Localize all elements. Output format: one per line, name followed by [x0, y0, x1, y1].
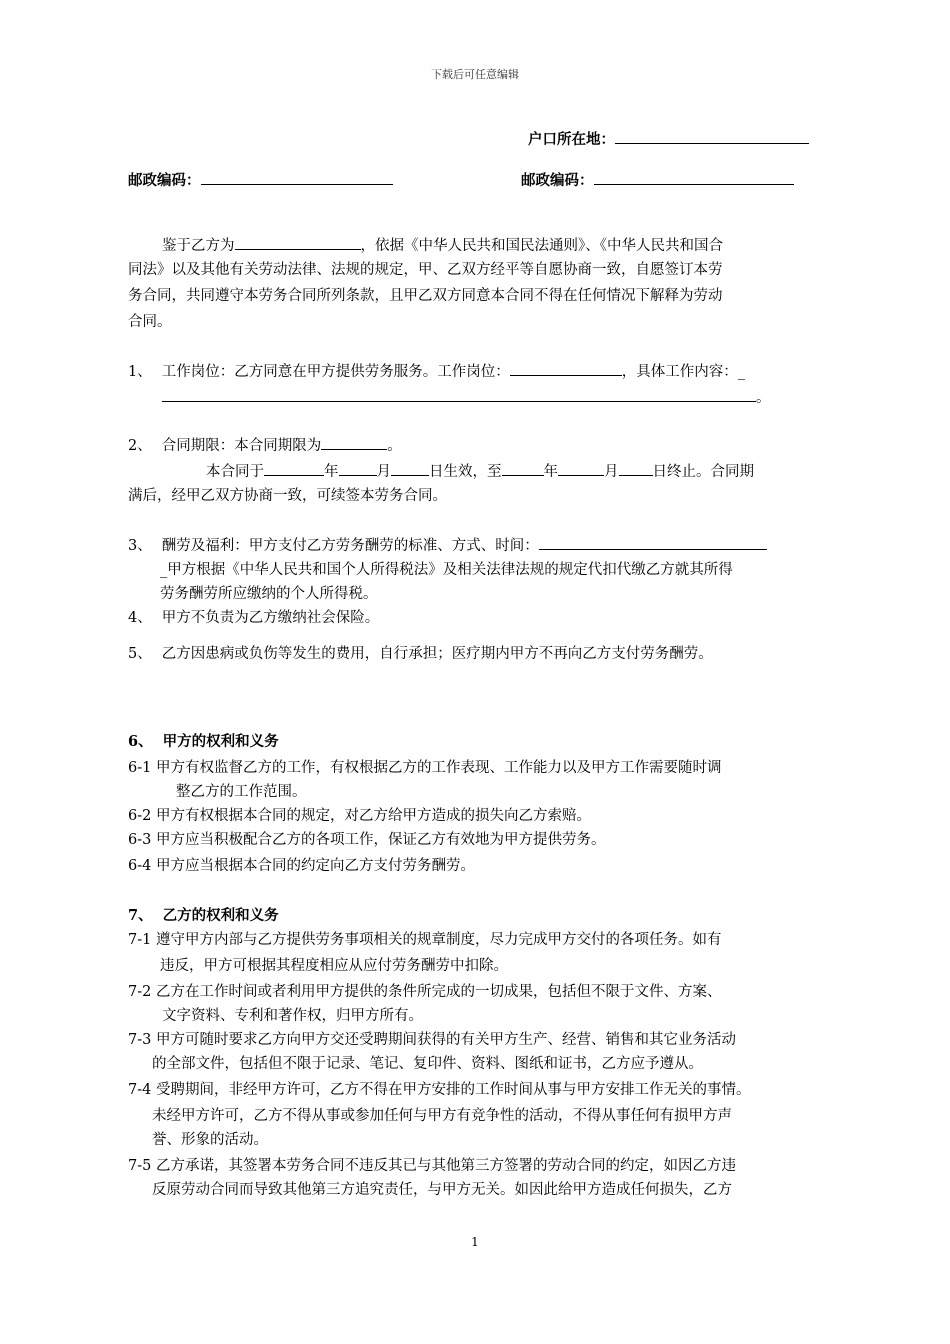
postal-code-right-blank	[594, 169, 794, 185]
section-6-line: 6-2 甲方有权根据本合同的规定，对乙方给甲方造成的损失向乙方索赔。	[128, 808, 591, 824]
job-content-blank	[162, 386, 756, 402]
section-7-line: 未经甲方许可，乙方不得从事或参加任何与甲方有竞争性的活动，不得从事任何有损甲方声	[152, 1108, 732, 1124]
section-7-line: 7-4 受聘期间，非经甲方许可，乙方不得在甲方安排的工作时间从事与甲方安排工作无关的事情。	[128, 1082, 751, 1098]
clause-2-line-2	[206, 460, 906, 482]
section-7-heading	[128, 906, 828, 926]
section-7-line: 誉、形象的活动。	[152, 1132, 268, 1148]
hukou-field	[528, 128, 828, 150]
clause-2-line-3: 满后，经甲乙双方协商一致，可续签本劳务合同。	[128, 488, 447, 504]
clause-text: 日终止。合同期	[652, 464, 754, 480]
end-year-blank	[502, 460, 544, 476]
payment-terms-blank	[539, 534, 767, 550]
preamble-line-1	[162, 234, 862, 256]
section-7-line: 7-2 乙方在工作时间或者利用甲方提供的条件所完成的一切成果，包括但不限于文件、方案、	[128, 984, 722, 1000]
clause-text: 月	[376, 464, 391, 480]
postal-code-left-field	[128, 169, 428, 191]
clause-text: 日生效，至	[429, 464, 502, 480]
clause-5	[128, 644, 828, 664]
party-b-blank	[235, 234, 361, 250]
hukou-label: 户口所在地：	[528, 131, 615, 148]
section-7-line: 反原劳动合同而导致其他第三方追究责任，与甲方无关。如因此给甲方造成任何损失，乙方	[152, 1182, 732, 1198]
postal-code-left-blank	[201, 169, 393, 185]
section-6-heading	[128, 732, 828, 752]
section-6-line: 6-3 甲方应当积极配合乙方的各项工作，保证乙方有效地为甲方提供劳务。	[128, 832, 606, 848]
hukou-blank	[615, 128, 809, 144]
end-day-blank	[619, 460, 653, 476]
contract-term-blank	[321, 434, 387, 450]
clause-number: 4、	[128, 610, 152, 626]
postal-code-left-label: 邮政编码：	[128, 172, 201, 189]
clause-text: 合同期限：本合同期限为	[161, 438, 322, 454]
clause-text: 年	[543, 464, 558, 480]
clause-1-line-1	[128, 360, 828, 382]
preamble-line-3: 务合同，共同遵守本劳务合同所列条款，且甲乙双方同意本合同不得在任何情况下解释为劳动	[128, 288, 723, 304]
clause-text: 月	[604, 464, 619, 480]
clause-text: 年	[324, 464, 339, 480]
clause-text: 酬劳及福利：甲方支付乙方劳务酬劳的标准、方式、时间：	[161, 538, 539, 554]
start-month-blank	[339, 460, 377, 476]
clause-2-line-1	[128, 434, 828, 456]
clause-3-line-2: _甲方根据《中华人民共和国个人所得税法》及相关法律法规的规定代扣代缴乙方就其所得	[160, 562, 733, 578]
preamble-text: ，依据《中华人民共和国民法通则》、《中华人民共和国合	[360, 238, 723, 254]
section-6-line: 整乙方的工作范围。	[176, 784, 307, 800]
start-day-blank	[391, 460, 429, 476]
section-6-line: 6-1 甲方有权监督乙方的工作，有权根据乙方的工作表现、工作能力以及甲方工作需要随时调	[128, 760, 722, 776]
clause-text: 。	[756, 390, 771, 406]
start-year-blank	[264, 460, 324, 476]
preamble-text: 鉴于乙方为	[162, 238, 235, 254]
clause-number: 3、	[128, 538, 152, 554]
section-number: 6、	[128, 733, 153, 750]
job-position-blank	[510, 360, 622, 376]
section-7-line: 的全部文件，包括但不限于记录、笔记、复印件、资料、图纸和证书，乙方应予遵从。	[152, 1056, 703, 1072]
clause-text: 本合同于	[206, 464, 264, 480]
preamble-line-2: 同法》以及其他有关劳动法律、法规的规定，甲、乙双方经平等自愿协商一致，自愿签订本劳	[128, 262, 723, 278]
clause-1-line-2	[162, 386, 862, 408]
section-title: 乙方的权利和义务	[162, 907, 279, 924]
end-month-blank	[558, 460, 604, 476]
clause-text: 乙方因患病或负伤等发生的费用，自行承担；医疗期内甲方不再向乙方支付劳务酬劳。	[161, 646, 713, 662]
clause-text: ，具体工作内容：_	[621, 364, 745, 380]
clause-text: 甲方不负责为乙方缴纳社会保险。	[161, 610, 380, 626]
section-7-line: 文字资料、专利和著作权，归甲方所有。	[162, 1008, 423, 1024]
section-title: 甲方的权利和义务	[162, 733, 279, 750]
page-header: 下载后可任意编辑	[431, 68, 519, 81]
section-6-line: 6-4 甲方应当根据本合同的约定向乙方支付劳务酬劳。	[128, 858, 475, 874]
clause-4	[128, 608, 828, 628]
section-7-line: 违反，甲方可根据其程度相应从应付劳务酬劳中扣除。	[160, 958, 508, 974]
clause-number: 5、	[128, 646, 152, 662]
clause-text: 工作岗位：乙方同意在甲方提供劳务服务。工作岗位：	[161, 364, 510, 380]
postal-code-right-field	[521, 169, 821, 191]
postal-code-right-label: 邮政编码：	[521, 172, 594, 189]
clause-text: 。	[387, 438, 402, 454]
preamble-line-4: 合同。	[128, 314, 172, 330]
section-7-line: 7-5 乙方承诺，其签署本劳务合同不违反其已与其他第三方签署的劳动合同的约定，如因乙方违	[128, 1158, 736, 1174]
clause-number: 2、	[128, 438, 152, 454]
clause-number: 1、	[128, 364, 152, 380]
page-number: 1	[471, 1235, 479, 1249]
section-7-line: 7-1 遵守甲方内部与乙方提供劳务事项相关的规章制度，尽力完成甲方交付的各项任务。如有	[128, 932, 722, 948]
clause-3-line-1	[128, 534, 828, 556]
clause-3-line-3: 劳务酬劳所应缴纳的个人所得税。	[160, 586, 378, 602]
section-number: 7、	[128, 907, 153, 924]
section-7-line: 7-3 甲方可随时要求乙方向甲方交还受聘期间获得的有关甲方生产、经营、销售和其它业务活动	[128, 1032, 736, 1048]
